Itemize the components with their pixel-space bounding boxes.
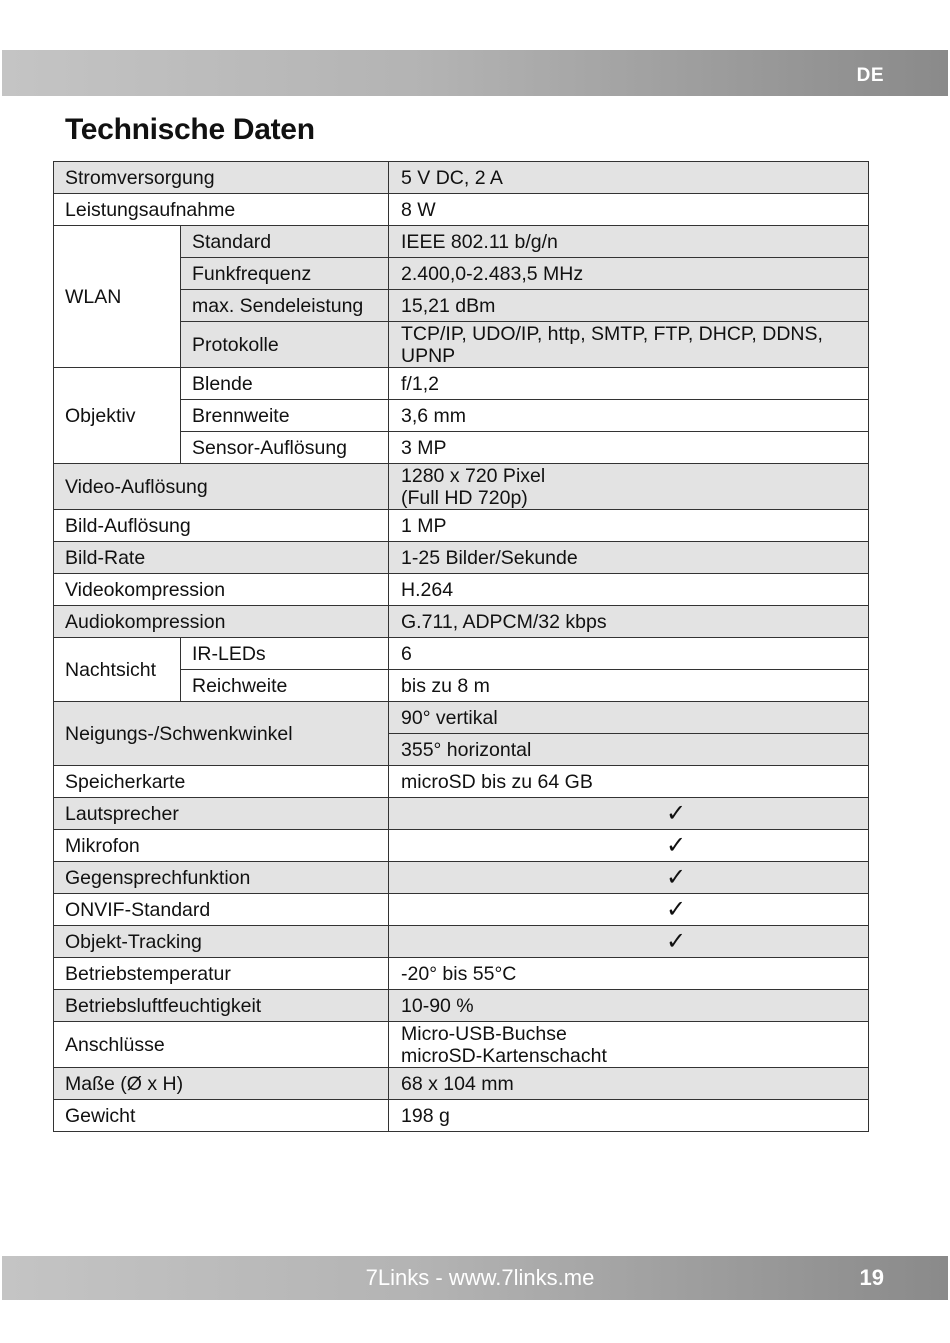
spec-sub-label: Sensor-Auflösung	[181, 432, 389, 464]
spec-sub-label: Funkfrequenz	[181, 258, 389, 290]
table-row	[54, 958, 869, 990]
spec-value: G.711, ADPCM/32 kbps	[389, 606, 869, 638]
spec-value: H.264	[389, 574, 869, 606]
table-row	[54, 1022, 869, 1068]
spec-value: microSD bis zu 64 GB	[389, 766, 869, 798]
spec-value: bis zu 8 m	[389, 670, 869, 702]
table-row	[54, 862, 869, 894]
page-number: 19	[859, 1265, 884, 1290]
spec-label: Audiokompression	[54, 606, 389, 638]
spec-value: f/1,2	[389, 368, 869, 400]
spec-label: Betriebsluftfeuchtigkeit	[54, 990, 389, 1022]
table-row	[54, 574, 869, 606]
footer-website: 7Links - www.7links.me	[365, 1265, 595, 1290]
spec-value: 15,21 dBm	[389, 290, 869, 322]
spec-label: Bild-Rate	[54, 542, 389, 574]
spec-value: 355° horizontal	[389, 734, 869, 766]
spec-label: ONVIF-Standard	[54, 894, 389, 926]
spec-table	[53, 161, 869, 1132]
spec-group-label: Nachtsicht	[54, 638, 181, 702]
spec-value: 8 W	[389, 194, 869, 226]
table-row	[54, 1068, 869, 1100]
spec-label: Speicherkarte	[54, 766, 389, 798]
spec-label: Maße (Ø x H)	[54, 1068, 389, 1100]
table-row	[54, 926, 869, 958]
header-bar	[2, 50, 948, 96]
spec-sub-label: Protokolle	[181, 322, 389, 368]
spec-label: Gewicht	[54, 1100, 389, 1132]
spec-label: Neigungs-/Schwenkwinkel	[54, 702, 389, 766]
value-line: UPNP	[401, 344, 456, 367]
checkmark-icon: ✓	[389, 926, 869, 958]
spec-value: 1-25 Bilder/Sekunde	[389, 542, 869, 574]
table-row	[54, 766, 869, 798]
table-row	[54, 638, 869, 670]
spec-value: 3 MP	[389, 432, 869, 464]
spec-value: 10-90 %	[389, 990, 869, 1022]
checkmark-icon: ✓	[389, 830, 869, 862]
spec-value: 68 x 104 mm	[389, 1068, 869, 1100]
spec-value	[389, 1022, 869, 1068]
checkmark-icon: ✓	[389, 894, 869, 926]
table-row	[54, 830, 869, 862]
spec-value: 5 V DC, 2 A	[389, 162, 869, 194]
spec-value: 90° vertikal	[389, 702, 869, 734]
spec-sub-label: max. Sendeleistung	[181, 290, 389, 322]
table-row	[54, 194, 869, 226]
table-row	[54, 226, 869, 258]
table-row	[54, 510, 869, 542]
table-row	[54, 894, 869, 926]
value-line: TCP/IP, UDO/IP, http, SMTP, FTP, DHCP, DDNS,	[401, 322, 823, 345]
spec-label: Betriebstemperatur	[54, 958, 389, 990]
spec-value: -20° bis 55°C	[389, 958, 869, 990]
spec-value: 3,6 mm	[389, 400, 869, 432]
table-row	[54, 798, 869, 830]
spec-group-label: Objektiv	[54, 368, 181, 464]
footer-bar	[2, 1256, 948, 1300]
spec-value: 1 MP	[389, 510, 869, 542]
spec-value	[389, 322, 869, 368]
table-row	[54, 162, 869, 194]
table-row	[54, 542, 869, 574]
spec-label: Anschlüsse	[54, 1022, 389, 1068]
spec-label: Videokompression	[54, 574, 389, 606]
table-row	[54, 464, 869, 510]
value-line: (Full HD 720p)	[401, 486, 528, 509]
spec-value: IEEE 802.11 b/g/n	[389, 226, 869, 258]
table-row	[54, 990, 869, 1022]
spec-label: Mikrofon	[54, 830, 389, 862]
spec-sub-label: Brennweite	[181, 400, 389, 432]
spec-label: Objekt-Tracking	[54, 926, 389, 958]
spec-value: 2.400,0-2.483,5 MHz	[389, 258, 869, 290]
value-line: 1280 x 720 Pixel	[401, 464, 546, 487]
spec-sub-label: IR-LEDs	[181, 638, 389, 670]
checkmark-icon: ✓	[389, 862, 869, 894]
spec-value: 198 g	[389, 1100, 869, 1132]
spec-label: Bild-Auflösung	[54, 510, 389, 542]
spec-sub-label: Blende	[181, 368, 389, 400]
spec-label: Leistungsaufnahme	[54, 194, 389, 226]
spec-value: 6	[389, 638, 869, 670]
value-line: microSD-Kartenschacht	[401, 1044, 607, 1067]
spec-label: Stromversorgung	[54, 162, 389, 194]
spec-sub-label: Standard	[181, 226, 389, 258]
spec-sub-label: Reichweite	[181, 670, 389, 702]
value-line: Micro-USB-Buchse	[401, 1022, 567, 1045]
table-row	[54, 702, 869, 734]
checkmark-icon: ✓	[389, 798, 869, 830]
table-row	[54, 368, 869, 400]
spec-label: Gegensprechfunktion	[54, 862, 389, 894]
page-title: Technische Daten	[65, 113, 315, 146]
spec-group-label: WLAN	[54, 226, 181, 368]
table-row	[54, 1100, 869, 1132]
language-label: DE	[856, 65, 884, 86]
spec-label: Lautsprecher	[54, 798, 389, 830]
spec-label: Video-Auflösung	[54, 464, 389, 510]
table-row	[54, 606, 869, 638]
spec-value	[389, 464, 869, 510]
